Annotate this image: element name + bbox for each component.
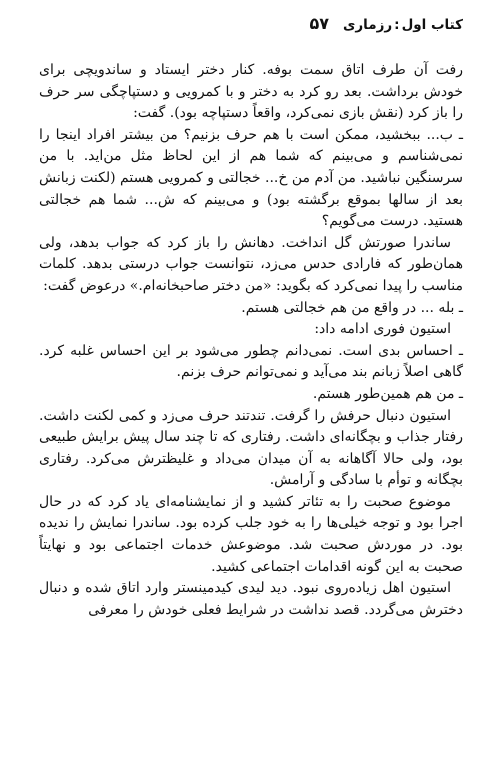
dialogue-line: ـ من هم همین‌طور هستم. xyxy=(312,385,463,402)
dialogue-line: ـ احساس بدی است. نمی‌دانم چطور می‌شود بر این احساس غلبه کرد. گاهی اصلاً زبانم بند می‌آید و نمی‌توانم حرف بزنم. xyxy=(39,342,463,381)
paragraph: استیون دنبال حرفش را گرفت. تندتند حرف می‌زد و کمی لکنت داشت. رفتار جذاب و بچگانه‌ای داشت. رفتاری که تا چند سال پیش برایش طبیعی بود، ولی حالا آگاهانه به آن میدان می‌داد و غلیظترش می‌کرد. رفتاری بچگانه و توأم با سادگی و آرامش. xyxy=(39,407,463,489)
title-separator: : xyxy=(394,17,400,33)
dialogue-line: ـ ب... ببخشید، ممکن است با هم حرف بزنیم؟ من بیشتر افراد اینجا را نمی‌شناسم و می‌بینم که شما هم از این لحاظ مثل من‌اید. با من سرسنگین نباشید. من آدم من خ... خجالتی و کمرویی هستم (لکنت زبانش بعد از سالها بموقع برگشته بود) و می‌بینم که ش... شما هم خجالتی هستید. درست می‌گویم؟ xyxy=(39,126,463,230)
running-head xyxy=(40,14,463,38)
paragraph: استیون اهل زیاده‌روی نبود. دید لیدی کیدمینستر وارد اتاق شده و دنبال دخترش می‌گردد. قصد نداشت در شرایط فعلی خودش را معرفی xyxy=(39,580,463,618)
chapter-title: رزماری xyxy=(343,17,393,33)
dialogue-line: ـ بله ... در واقع من هم خجالتی هستم. xyxy=(241,299,463,316)
book-title: کتاب اول xyxy=(401,17,463,33)
paragraph: موضوع صحبت را به تئاتر کشید و از نمایشنامه‌ای یاد کرد که در حال اجرا بود و توجه خیلی‌ها را به خود جلب کرده بود. ساندرا نمایش را ندیده بود. در موردش صحبت شد. موضوعش خدمات اجتماعی بود و نهایتاً صحبت به این گونه اقدامات اجتماعی کشید. xyxy=(39,493,463,575)
paragraph: رفت آن طرف اتاق سمت بوفه. کنار دختر ایستاد و ساندویچی برای خودش برداشت. بعد رو کرد به دختر و با کمرویی و دستپاچگی سر حرف را باز کرد (نقش بازی نمی‌کرد، واقعاً دستپاچه بود). گفت: xyxy=(39,62,463,122)
paragraph: ساندرا صورتش گل انداخت. دهانش را باز کرد که جواب بدهد، ولی همان‌طور که فارادی حدس می‌زد، نتوانست جواب درستی بدهد. کلمات مناسب را پیدا نمی‌کرد که بگوید: «من دختر صاحبخانه‌ام.» درعوض گفت: xyxy=(39,234,463,294)
page-number: ۵۷ xyxy=(309,14,330,33)
body-text xyxy=(39,60,463,621)
paragraph: استیون فوری ادامه داد: xyxy=(314,321,451,338)
